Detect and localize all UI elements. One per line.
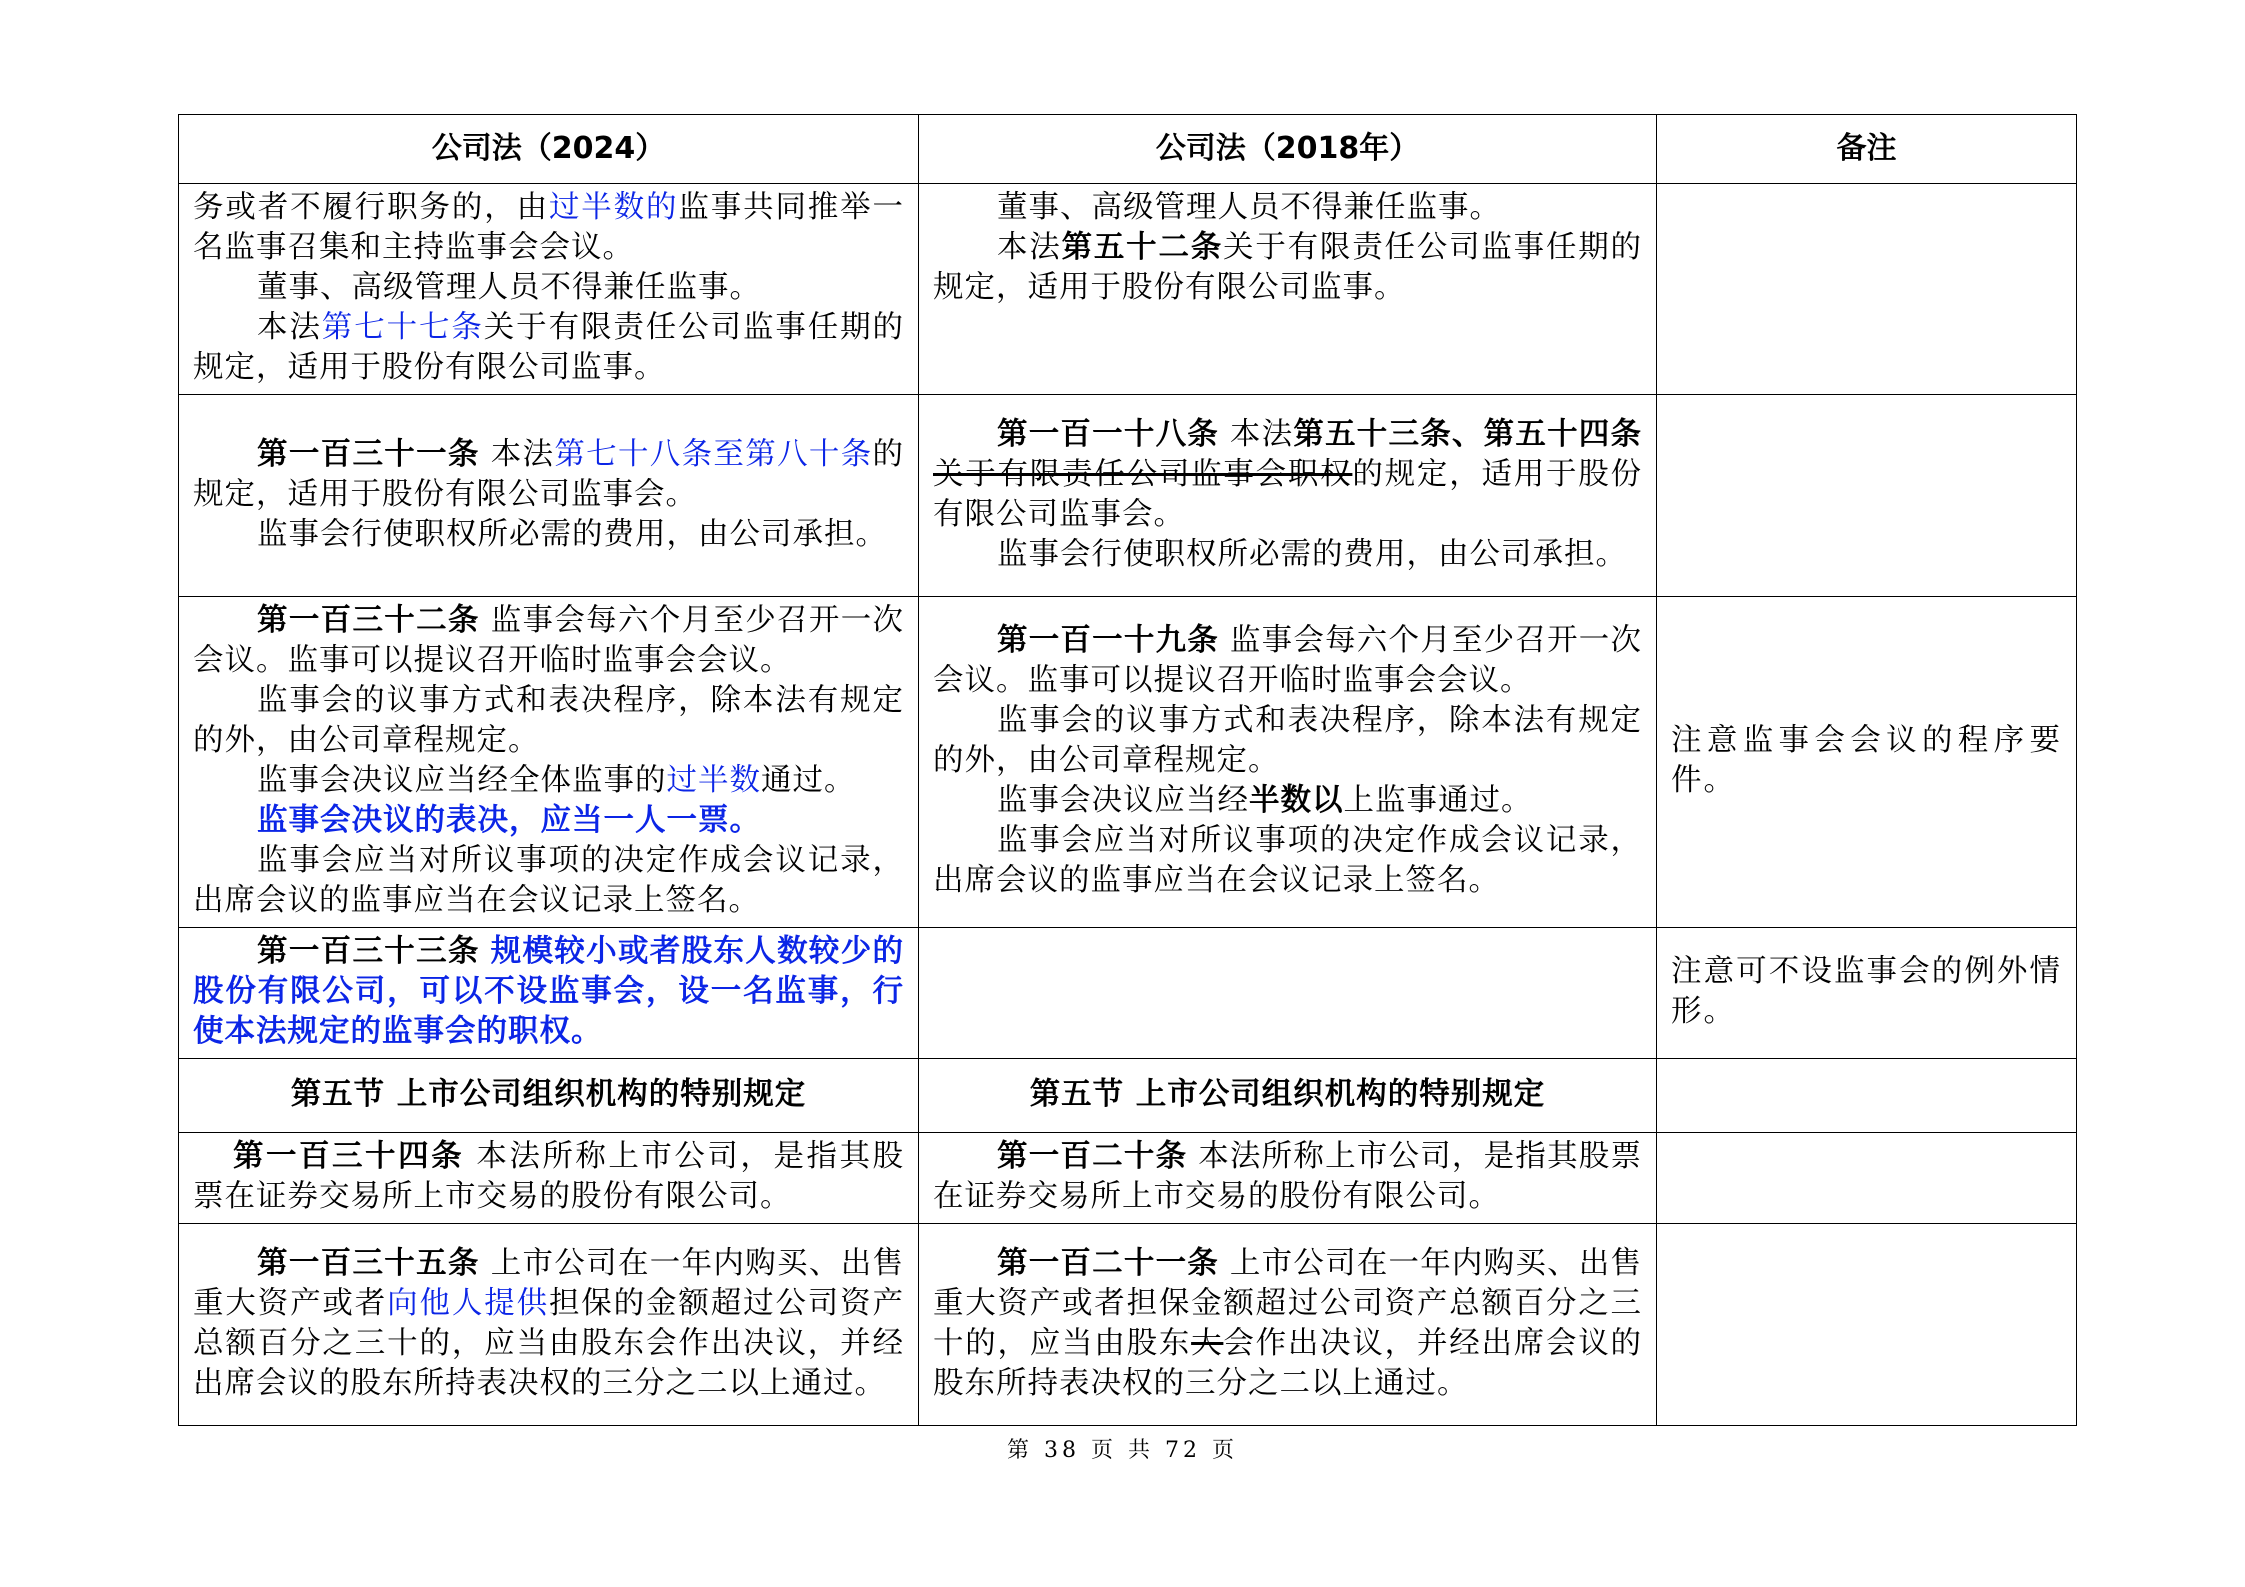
cell-2018 (919, 597, 1657, 928)
cell-2024 (179, 395, 919, 597)
cell-2024 (179, 184, 919, 395)
paragraph (193, 761, 904, 801)
text-run: 规模较小或者股东人数较少的股份有限公司，可以不设监事会，设一名监事，行使本法规定的监事会的职权。 (193, 934, 905, 1049)
text-run: 的规定，适用于股份有限公司监事会。 (933, 456, 1643, 532)
total-pages: 72 (1165, 1438, 1201, 1463)
table-row (179, 928, 2077, 1059)
cell-remark (1657, 395, 2077, 597)
header-remarks: 备注 (1657, 115, 2077, 184)
text-run: 本法 (1219, 416, 1294, 452)
cell-2024 (179, 597, 919, 928)
footer-middle: 页 共 (1091, 1438, 1154, 1463)
table-row (179, 1133, 2077, 1224)
cell-2018 (919, 395, 1657, 597)
section-heading: 第五节 上市公司组织机构的特别规定 (1029, 1076, 1546, 1112)
cell-remark (1657, 1133, 2077, 1224)
text-run: 第一百三十四条 (233, 1139, 465, 1174)
text-run: 本法 (257, 310, 322, 345)
page-footer (0, 1433, 2245, 1464)
text-run: 务或者不履行职务的，由 (193, 190, 549, 225)
paragraph (193, 188, 904, 268)
table-row (179, 395, 2077, 597)
paragraph (193, 601, 904, 681)
paragraph (193, 1137, 904, 1217)
text-run: 关于有限责任公司监事任期的规定，适用于股份有限公司监事。 (193, 310, 905, 385)
table-header-row (179, 115, 2077, 184)
cell-remark (1657, 928, 2077, 1059)
section-heading: 第五节 上市公司组织机构的特别规定 (290, 1076, 807, 1112)
header-company-law-2018: 公司法（2018年） (919, 115, 1657, 184)
paragraph (933, 1244, 1642, 1404)
text-run: 过半数 (666, 763, 761, 798)
text-run: 第一百二十条 (997, 1139, 1188, 1174)
text-run: 通过。 (761, 763, 856, 798)
cell-remark (1657, 184, 2077, 395)
paragraph (193, 1244, 904, 1404)
text-run (480, 934, 491, 969)
text-run: 上市公司在一年内购买、出售重大资产或者担保金额超过公司资产总额百分之三十的，应当由股东 (933, 1245, 1643, 1361)
text-run: 会作出决议，并经出席会议的股东所持表决权的三分之二以上通过。 (933, 1325, 1643, 1401)
paragraph (933, 621, 1642, 701)
text-run: 的规定，适用于股份有限公司监事会。 (193, 436, 905, 512)
page-number: 38 (1044, 1438, 1080, 1463)
remark-text: 注意可不设监事会的例外情形。 (1671, 954, 2062, 1029)
cell-remark (1657, 597, 2077, 928)
text-run: 监事会决议应当经 (997, 783, 1249, 818)
paragraph: 监事会的议事方式和表决程序，除本法有规定的外，由公司章程规定。 (933, 703, 1642, 778)
cell-2024 (179, 1224, 919, 1426)
text-run: 本法所称上市公司，是指其股票在证券交易所上市交易的股份有限公司。 (193, 1139, 904, 1214)
cell-2024 (179, 1133, 919, 1224)
text-run: 上市公司在一年内购买、出售重大资产或者 (193, 1245, 905, 1321)
text-run: 第五十二条 (1061, 230, 1224, 265)
text-run: 第七十七条 (321, 310, 484, 345)
text-run: 本法 (479, 436, 555, 472)
cell-remark (1657, 1059, 2077, 1133)
text-run: 担保的金额超过公司资产总额百分之三十的，应当由股东会作出决议，并经出席会议的股东所持表决权的三分之二以上通过。 (193, 1285, 905, 1401)
text-run: 本法 (997, 230, 1062, 265)
cell-2018 (919, 184, 1657, 395)
text-run: 监事会每六个月至少召开一次会议。监事可以提议召开临时监事会会议。 (193, 603, 905, 678)
paragraph: 监事会应当对所议事项的决定作成会议记录，出席会议的监事应当在会议记录上签名。 (933, 823, 1642, 898)
cell-remark (1657, 1224, 2077, 1426)
table-row (179, 1224, 2077, 1426)
cell-2024 (179, 1059, 919, 1133)
text-run: 过半数的 (548, 190, 679, 225)
text-run: 上监事通过。 (1343, 783, 1533, 818)
text-run: 监事会决议应当经全体监事的 (257, 763, 667, 798)
text-run: 第七十八条至第八十条 (554, 436, 873, 472)
paragraph (933, 1137, 1642, 1217)
text-run: 第一百三十三条 (257, 934, 480, 969)
paragraph: 监事会行使职权所必需的费用，由公司承担。 (257, 516, 887, 552)
table-row (179, 597, 2077, 928)
text-run: 关于有限责任公司监事任期的规定，适用于股份有限公司监事。 (933, 230, 1643, 305)
table-row (179, 184, 2077, 395)
header-company-law-2024: 公司法（2024） (179, 115, 919, 184)
cell-2024 (179, 928, 919, 1059)
paragraph (193, 435, 904, 515)
cell-2018 (919, 928, 1657, 1059)
paragraph (933, 781, 1642, 821)
remark-text: 注意监事会会议的程序要件。 (1671, 723, 2062, 798)
text-run: 第一百一十九条 (997, 623, 1220, 658)
paragraph (933, 228, 1642, 308)
paragraph: 监事会的议事方式和表决程序，除本法有规定的外，由公司章程规定。 (193, 683, 904, 758)
text-run: 第一百三十一条 (257, 436, 480, 472)
footer-prefix: 第 (1006, 1438, 1033, 1463)
text-run: 第一百三十五条 (257, 1245, 480, 1281)
table-row (179, 1059, 2077, 1133)
text-run: 第一百三十二条 (257, 603, 480, 638)
cell-2018 (919, 1059, 1657, 1133)
text-run: 第一百一十八条 (997, 416, 1220, 452)
text-run: 第五十三条、第五十四条 (1293, 416, 1643, 452)
text-run: 本法所称上市公司，是指其股票在证券交易所上市交易的股份有限公司。 (933, 1139, 1642, 1214)
paragraph: 监事会决议的表决，应当一人一票。 (257, 803, 761, 838)
text-run: 第一百二十一条 (997, 1245, 1220, 1281)
comparison-table (178, 114, 2077, 1426)
text-run: 大 (1191, 1325, 1224, 1361)
cell-2018 (919, 1133, 1657, 1224)
paragraph (193, 932, 904, 1052)
text-run: 监事共同推举一名监事召集和主持监事会会议。 (193, 190, 905, 265)
text-run: 监事会每六个月至少召开一次会议。监事可以提议召开临时监事会会议。 (933, 623, 1643, 698)
cell-2018 (919, 1224, 1657, 1426)
footer-suffix: 页 (1212, 1438, 1239, 1463)
text-run: 向他人提供 (387, 1285, 549, 1321)
paragraph (193, 308, 904, 388)
text-run: 关于有限责任公司监事会职权 (933, 456, 1353, 492)
paragraph: 监事会应当对所议事项的决定作成会议记录，出席会议的监事应当在会议记录上签名。 (193, 843, 904, 918)
paragraph: 监事会行使职权所必需的费用，由公司承担。 (997, 536, 1627, 572)
paragraph (933, 415, 1642, 535)
text-run: 半数以 (1249, 783, 1344, 818)
paragraph: 董事、高级管理人员不得兼任监事。 (997, 190, 1501, 225)
paragraph: 董事、高级管理人员不得兼任监事。 (257, 270, 761, 305)
